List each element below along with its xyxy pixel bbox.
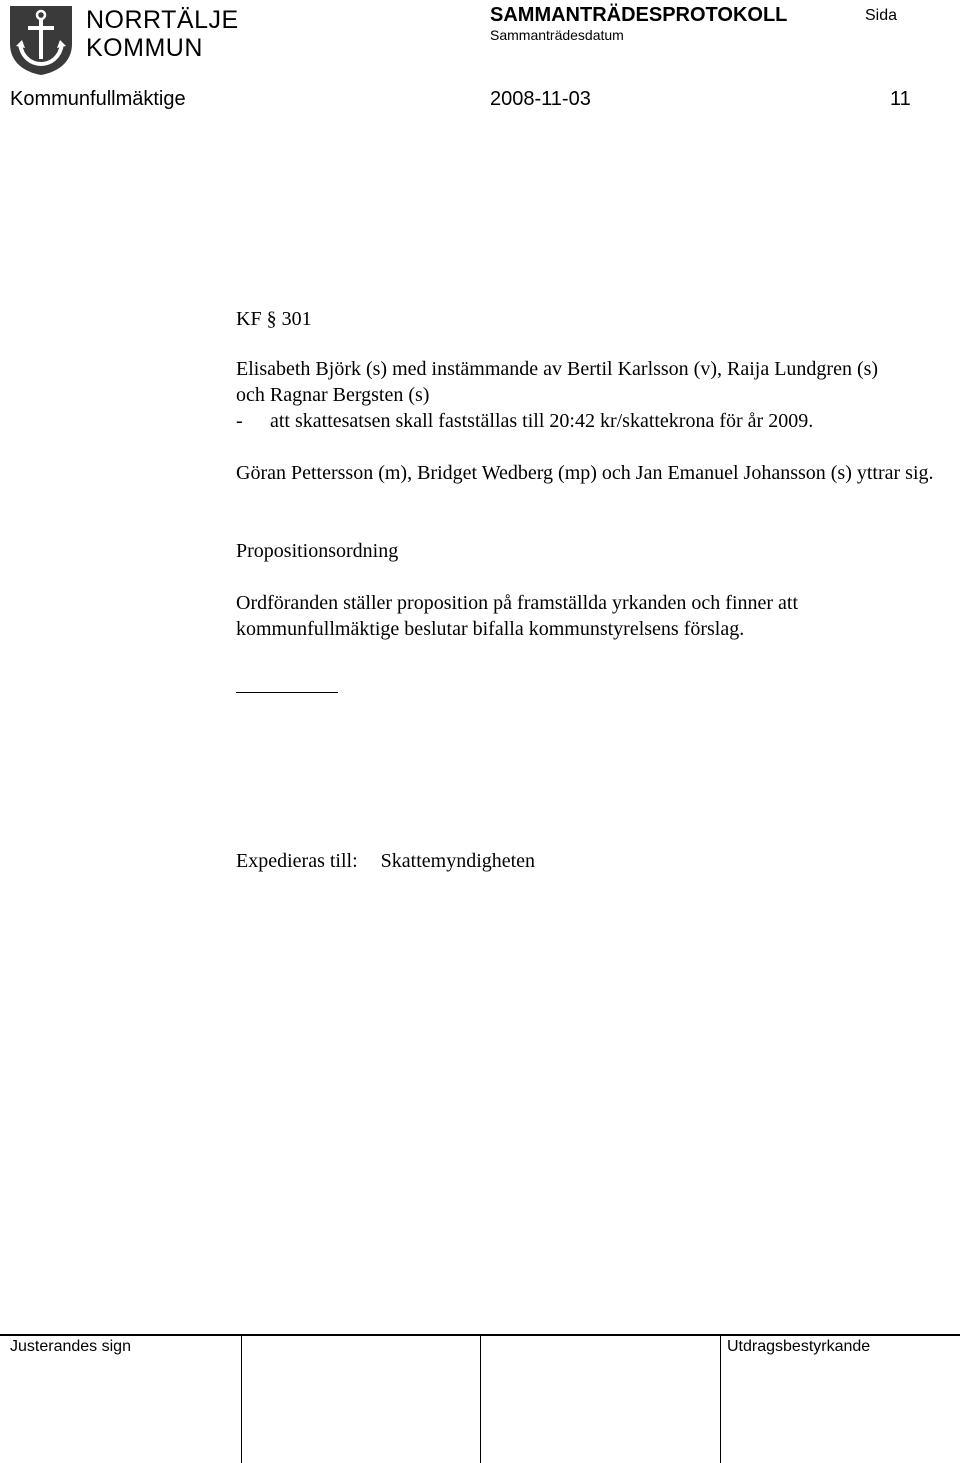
motion-dash: -	[236, 410, 243, 432]
municipality-line-1: NORRTÄLJE	[86, 6, 239, 34]
proposition-heading: Propositionsordning	[236, 540, 399, 562]
proposition-paragraph: Ordföranden ställer proposition på framställda yrkanden och finner att kommunfullmäktige beslutar bifalla kommunstyrelsens förslag.	[236, 592, 799, 640]
expedieras-value: Skattemyndigheten	[380, 850, 536, 872]
expedieras-label: Expedieras till:	[236, 850, 358, 872]
utdragsbestyrkande-label: Utdragsbestyrkande	[727, 1338, 871, 1355]
municipal-anchor-coat-of-arms-icon	[8, 4, 74, 76]
paragraph-number: KF § 301	[236, 308, 312, 330]
meeting-date: 2008-11-03	[490, 88, 591, 110]
speakers-paragraph: Göran Pettersson (m), Bridget Wedberg (mp) och Jan Emanuel Johansson (s) yttrar sig.	[236, 462, 934, 484]
footer-divider	[480, 1336, 481, 1463]
footer-divider	[720, 1336, 721, 1463]
body-name: Kommunfullmäktige	[10, 88, 186, 110]
motion-line-1: Elisabeth Björk (s) med instämmande av Bertil Karlsson (v), Raija Lundgren (s)	[236, 358, 879, 380]
section-divider	[236, 692, 338, 693]
motion-line-2: och Ragnar Bergsten (s)	[236, 384, 430, 406]
justerandes-sign-label: Justerandes sign	[10, 1338, 131, 1355]
protocol-title: SAMMANTRÄDESPROTOKOLL	[490, 4, 788, 26]
expedieras-row	[236, 848, 535, 874]
municipality-name	[86, 6, 239, 62]
motion-item	[236, 408, 956, 434]
footer-divider	[241, 1336, 242, 1463]
motion-line-3: att skattesatsen skall fastställas till 20:42 kr/skattekrona för år 2009.	[270, 410, 814, 432]
page-number: 11	[890, 88, 911, 110]
motion-block	[236, 356, 956, 434]
municipality-line-2: KOMMUN	[86, 34, 203, 62]
page-label: Sida	[865, 7, 898, 24]
date-label: Sammanträdesdatum	[490, 27, 624, 43]
